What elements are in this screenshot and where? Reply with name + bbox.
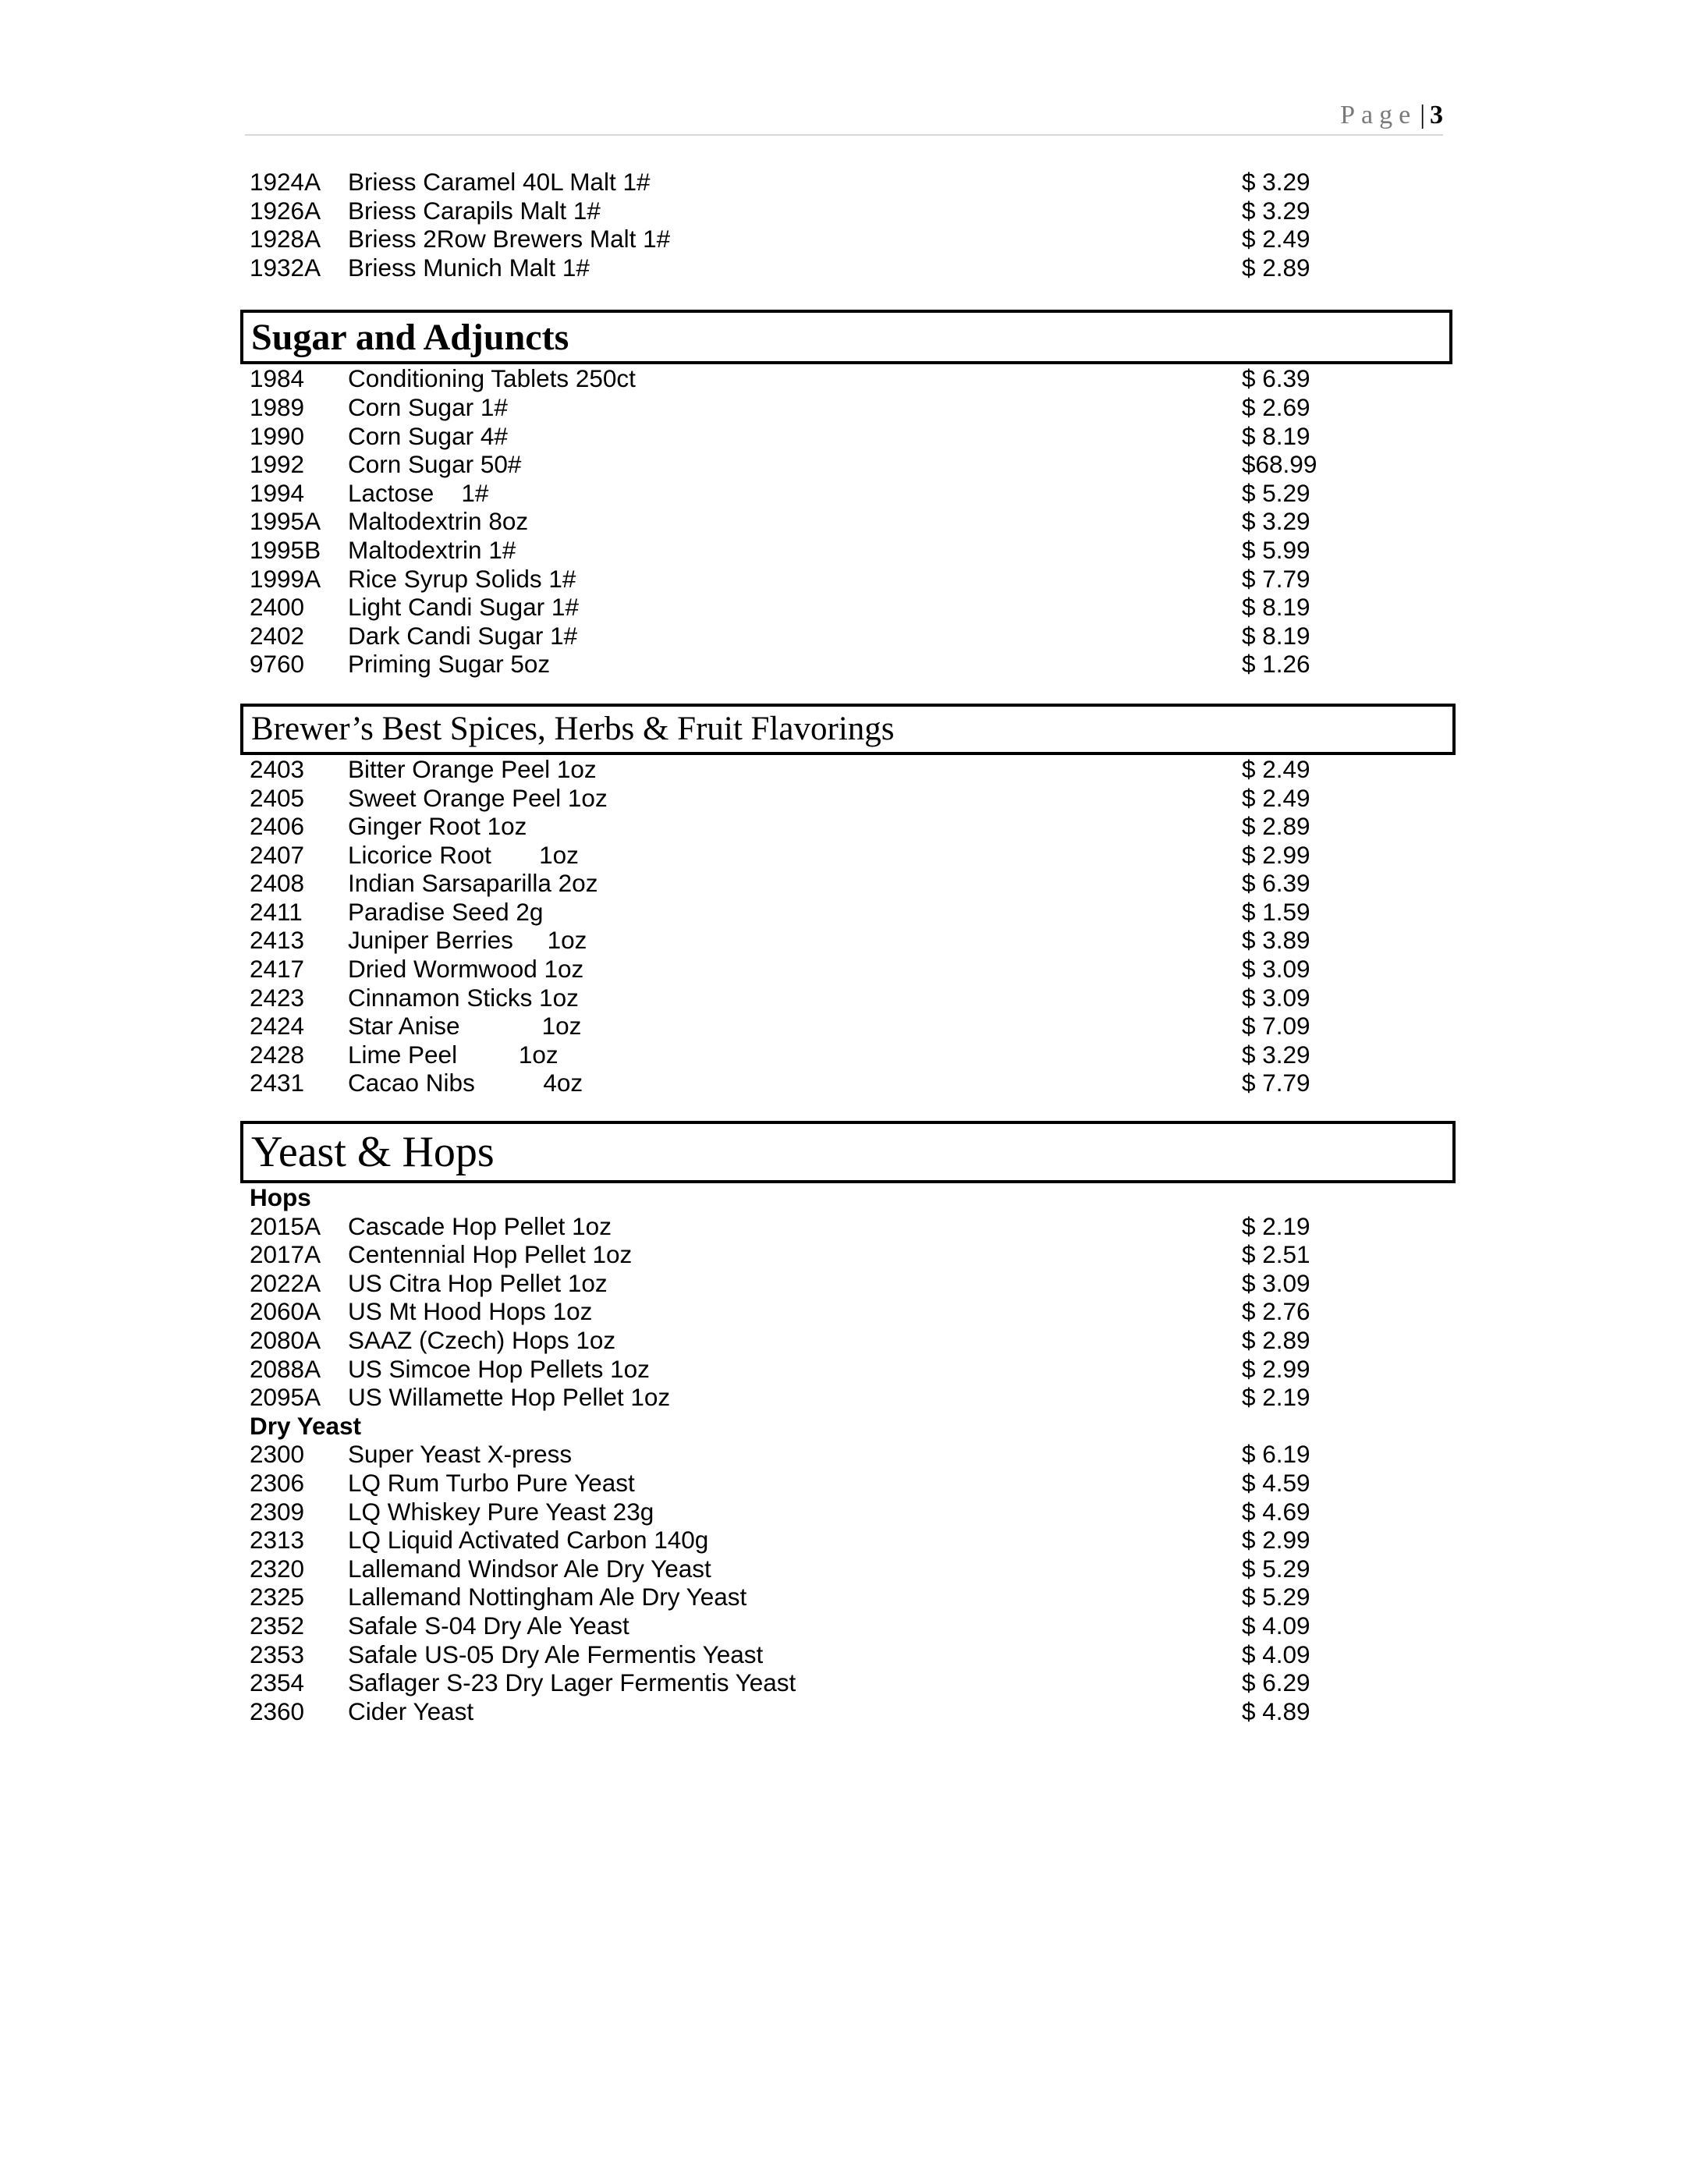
- item-description: Briess Munich Malt 1#: [348, 253, 590, 282]
- item-price: $ 7.79: [1242, 1069, 1310, 1097]
- item-description: US Citra Hop Pellet 1oz: [348, 1268, 608, 1297]
- item-price: $ 1.26: [1242, 650, 1310, 679]
- list-item: [240, 364, 1454, 393]
- item-description: Lallemand Nottingham Ale Dry Yeast: [348, 1583, 747, 1611]
- list-item: [240, 955, 1454, 984]
- item-code: 2407: [250, 840, 305, 869]
- item-description: Corn Sugar 1#: [348, 392, 508, 421]
- list-item: [240, 225, 1454, 254]
- item-description: LQ Whiskey Pure Yeast 23g: [348, 1497, 654, 1526]
- item-code: 2431: [250, 1069, 305, 1097]
- item-description: Centennial Hop Pellet 1oz: [348, 1240, 633, 1269]
- item-code: 2353: [250, 1640, 305, 1668]
- section-title-yeast-and-hops: Yeast & Hops: [240, 1121, 1456, 1183]
- item-price: $ 6.39: [1242, 364, 1310, 393]
- list-item: [240, 926, 1454, 955]
- item-code: 2411: [250, 897, 303, 926]
- list-item: [240, 1240, 1454, 1269]
- list-item: [240, 1297, 1454, 1326]
- item-price: $ 2.99: [1242, 1354, 1310, 1383]
- list-item: [240, 1212, 1454, 1241]
- item-description: Juniper Berries 1oz: [348, 926, 587, 955]
- subheading-hops: Hops: [250, 1183, 311, 1212]
- item-description: Cider Yeast: [348, 1696, 474, 1725]
- item-price: $ 2.19: [1242, 1211, 1310, 1240]
- item-code: 1924A: [250, 168, 321, 196]
- item-code: 2022A: [250, 1268, 321, 1297]
- list-item: [240, 507, 1454, 536]
- spices-list: [240, 755, 1454, 1097]
- page-number-label: [1340, 100, 1443, 131]
- list-item: [240, 1355, 1454, 1384]
- list-item: [240, 1498, 1454, 1526]
- item-price: $ 3.29: [1242, 507, 1310, 536]
- item-price: $ 3.29: [1242, 168, 1310, 196]
- item-description: Star Anise 1oz: [348, 1012, 582, 1041]
- item-code: 2360: [250, 1696, 305, 1725]
- list-item: [240, 254, 1454, 282]
- item-price: $ 4.89: [1242, 1696, 1310, 1725]
- item-code: 2405: [250, 783, 305, 812]
- item-price: $ 2.51: [1242, 1240, 1310, 1269]
- item-price: $ 2.49: [1242, 225, 1310, 254]
- list-item: [240, 1668, 1454, 1697]
- list-item: [240, 479, 1454, 508]
- item-description: Corn Sugar 4#: [348, 421, 508, 450]
- item-description: Sweet Orange Peel 1oz: [348, 783, 608, 812]
- sugar-list: [240, 364, 1454, 679]
- page-separator: |: [1420, 101, 1425, 129]
- item-price: $ 4.09: [1242, 1611, 1310, 1640]
- price-list: [240, 168, 1454, 1725]
- item-code: 2306: [250, 1468, 305, 1497]
- list-item: [240, 565, 1454, 594]
- item-code: 2428: [250, 1040, 305, 1069]
- list-item: [240, 197, 1454, 225]
- item-price: $ 8.19: [1242, 593, 1310, 622]
- item-code: 1995B: [250, 535, 321, 564]
- item-code: 2080A: [250, 1326, 321, 1354]
- list-item: [240, 1326, 1454, 1355]
- list-item: [240, 1640, 1454, 1669]
- item-code: 2088A: [250, 1354, 321, 1383]
- item-description: Indian Sarsaparilla 2oz: [348, 869, 598, 898]
- item-description: US Willamette Hop Pellet 1oz: [348, 1383, 671, 1412]
- item-price: $ 2.89: [1242, 253, 1310, 282]
- item-code: 1932A: [250, 253, 321, 282]
- item-price: $ 5.29: [1242, 478, 1310, 507]
- item-code: 2300: [250, 1440, 305, 1469]
- item-price: $ 4.09: [1242, 1640, 1310, 1668]
- item-description: US Simcoe Hop Pellets 1oz: [348, 1354, 650, 1383]
- item-code: 2320: [250, 1554, 305, 1583]
- item-price: $ 2.89: [1242, 812, 1310, 841]
- page-word: Page: [1340, 101, 1417, 129]
- list-item: [240, 898, 1454, 927]
- item-price: $ 4.59: [1242, 1468, 1310, 1497]
- item-description: Light Candi Sugar 1#: [348, 593, 579, 622]
- item-description: Bitter Orange Peel 1oz: [348, 754, 597, 783]
- subheading-dry-yeast: Dry Yeast: [250, 1411, 362, 1440]
- item-price: $ 4.69: [1242, 1497, 1310, 1526]
- item-code: 2413: [250, 926, 305, 955]
- page-header: [245, 100, 1443, 136]
- item-description: Cacao Nibs 4oz: [348, 1069, 583, 1097]
- item-code: 1984: [250, 364, 305, 393]
- item-description: Lallemand Windsor Ale Dry Yeast: [348, 1554, 711, 1583]
- item-code: 1990: [250, 421, 305, 450]
- item-price: $ 3.09: [1242, 955, 1310, 984]
- section-title-sugar-and-adjuncts: Sugar and Adjuncts: [240, 310, 1452, 364]
- item-description: US Mt Hood Hops 1oz: [348, 1297, 593, 1326]
- item-code: 2406: [250, 812, 305, 841]
- item-code: 2015A: [250, 1211, 321, 1240]
- list-item: [240, 422, 1454, 451]
- item-description: Paradise Seed 2g: [348, 897, 544, 926]
- item-price: $ 2.99: [1242, 840, 1310, 869]
- item-description: Cinnamon Sticks 1oz: [348, 983, 579, 1012]
- item-description: LQ Rum Turbo Pure Yeast: [348, 1468, 635, 1497]
- item-price: $ 2.69: [1242, 392, 1310, 421]
- item-code: 2309: [250, 1497, 305, 1526]
- item-code: 1999A: [250, 564, 321, 593]
- item-code: 1989: [250, 392, 305, 421]
- item-description: Corn Sugar 50#: [348, 450, 522, 479]
- item-code: 2423: [250, 983, 305, 1012]
- item-description: Dried Wormwood 1oz: [348, 955, 584, 984]
- item-description: Rice Syrup Solids 1#: [348, 564, 576, 593]
- item-code: 2017A: [250, 1240, 321, 1269]
- item-price: $ 3.09: [1242, 1268, 1310, 1297]
- item-description: Licorice Root 1oz: [348, 840, 579, 869]
- item-code: 2402: [250, 621, 305, 650]
- item-description: Ginger Root 1oz: [348, 812, 527, 841]
- item-price: $ 3.29: [1242, 196, 1310, 225]
- item-price: $ 2.49: [1242, 783, 1310, 812]
- list-item: [240, 650, 1454, 679]
- item-price: $ 8.19: [1242, 621, 1310, 650]
- list-item: [240, 622, 1454, 651]
- item-price: $ 8.19: [1242, 421, 1310, 450]
- item-description: Safale S-04 Dry Ale Yeast: [348, 1611, 629, 1640]
- item-code: 1928A: [250, 225, 321, 254]
- item-description: Cascade Hop Pellet 1oz: [348, 1211, 612, 1240]
- item-price: $ 5.29: [1242, 1554, 1310, 1583]
- item-price: $ 7.79: [1242, 564, 1310, 593]
- item-description: Maltodextrin 8oz: [348, 507, 529, 536]
- list-item: [240, 1069, 1454, 1097]
- item-price: $ 2.76: [1242, 1297, 1310, 1326]
- list-item: [240, 1440, 1454, 1469]
- list-item: [240, 1555, 1454, 1583]
- item-description: Briess 2Row Brewers Malt 1#: [348, 225, 671, 254]
- item-price: $ 2.49: [1242, 754, 1310, 783]
- item-code: 2060A: [250, 1297, 321, 1326]
- item-code: 1995A: [250, 507, 321, 536]
- section-title-spices-herbs-fruit: Brewer’s Best Spices, Herbs & Fruit Flavorings: [240, 704, 1456, 755]
- item-code: 2403: [250, 754, 305, 783]
- list-item: [240, 536, 1454, 565]
- item-description: LQ Liquid Activated Carbon 140g: [348, 1526, 709, 1555]
- item-description: Priming Sugar 5oz: [348, 650, 551, 679]
- item-price: $68.99: [1242, 450, 1317, 479]
- item-price: $ 6.39: [1242, 869, 1310, 898]
- item-description: Lactose 1#: [348, 478, 489, 507]
- item-code: 1994: [250, 478, 305, 507]
- page-number: 3: [1430, 101, 1443, 129]
- malt-list: [240, 168, 1454, 282]
- list-item: [240, 1383, 1454, 1412]
- item-price: $ 2.99: [1242, 1526, 1310, 1555]
- item-code: 2325: [250, 1583, 305, 1611]
- item-code: 1992: [250, 450, 305, 479]
- list-item: [240, 755, 1454, 784]
- item-description: Lime Peel 1oz: [348, 1040, 559, 1069]
- item-price: $ 5.29: [1242, 1583, 1310, 1611]
- list-item: [240, 168, 1454, 197]
- item-code: 2354: [250, 1668, 305, 1697]
- item-price: $ 2.89: [1242, 1326, 1310, 1354]
- item-description: Super Yeast X-press: [348, 1440, 573, 1469]
- list-item: [240, 1583, 1454, 1611]
- item-price: $ 7.09: [1242, 1012, 1310, 1041]
- item-description: Briess Carapils Malt 1#: [348, 196, 601, 225]
- list-item: [240, 984, 1454, 1012]
- item-price: $ 6.19: [1242, 1440, 1310, 1469]
- item-description: Saflager S-23 Dry Lager Fermentis Yeast: [348, 1668, 796, 1697]
- list-item: [240, 784, 1454, 813]
- item-description: Briess Caramel 40L Malt 1#: [348, 168, 651, 196]
- item-price: $ 3.29: [1242, 1040, 1310, 1069]
- list-item: [240, 1526, 1454, 1555]
- list-item: [240, 1269, 1454, 1298]
- item-description: SAAZ (Czech) Hops 1oz: [348, 1326, 616, 1354]
- item-code: 9760: [250, 650, 305, 679]
- item-code: 2400: [250, 593, 305, 622]
- item-code: 2313: [250, 1526, 305, 1555]
- list-item: [240, 393, 1454, 422]
- item-price: $ 3.89: [1242, 926, 1310, 955]
- list-item: [240, 1041, 1454, 1069]
- item-description: Conditioning Tablets 250ct: [348, 364, 636, 393]
- list-item: [240, 1611, 1454, 1640]
- item-code: 2095A: [250, 1383, 321, 1412]
- item-code: 1926A: [250, 196, 321, 225]
- list-item: [240, 450, 1454, 479]
- list-item: [240, 869, 1454, 898]
- item-code: 2417: [250, 955, 305, 984]
- item-code: 2352: [250, 1611, 305, 1640]
- item-price: $ 5.99: [1242, 535, 1310, 564]
- list-item: [240, 593, 1454, 622]
- item-price: $ 6.29: [1242, 1668, 1310, 1697]
- yeast-hops-list: [240, 1183, 1454, 1725]
- item-code: 2424: [250, 1012, 305, 1041]
- list-item: [240, 1697, 1454, 1726]
- item-price: $ 1.59: [1242, 897, 1310, 926]
- list-item: [240, 1469, 1454, 1498]
- item-price: $ 3.09: [1242, 983, 1310, 1012]
- item-code: 2408: [250, 869, 305, 898]
- item-price: $ 2.19: [1242, 1383, 1310, 1412]
- list-item: [240, 812, 1454, 841]
- item-description: Safale US-05 Dry Ale Fermentis Yeast: [348, 1640, 764, 1668]
- list-item: [240, 1012, 1454, 1041]
- item-description: Maltodextrin 1#: [348, 535, 516, 564]
- item-description: Dark Candi Sugar 1#: [348, 621, 578, 650]
- list-item: [240, 841, 1454, 870]
